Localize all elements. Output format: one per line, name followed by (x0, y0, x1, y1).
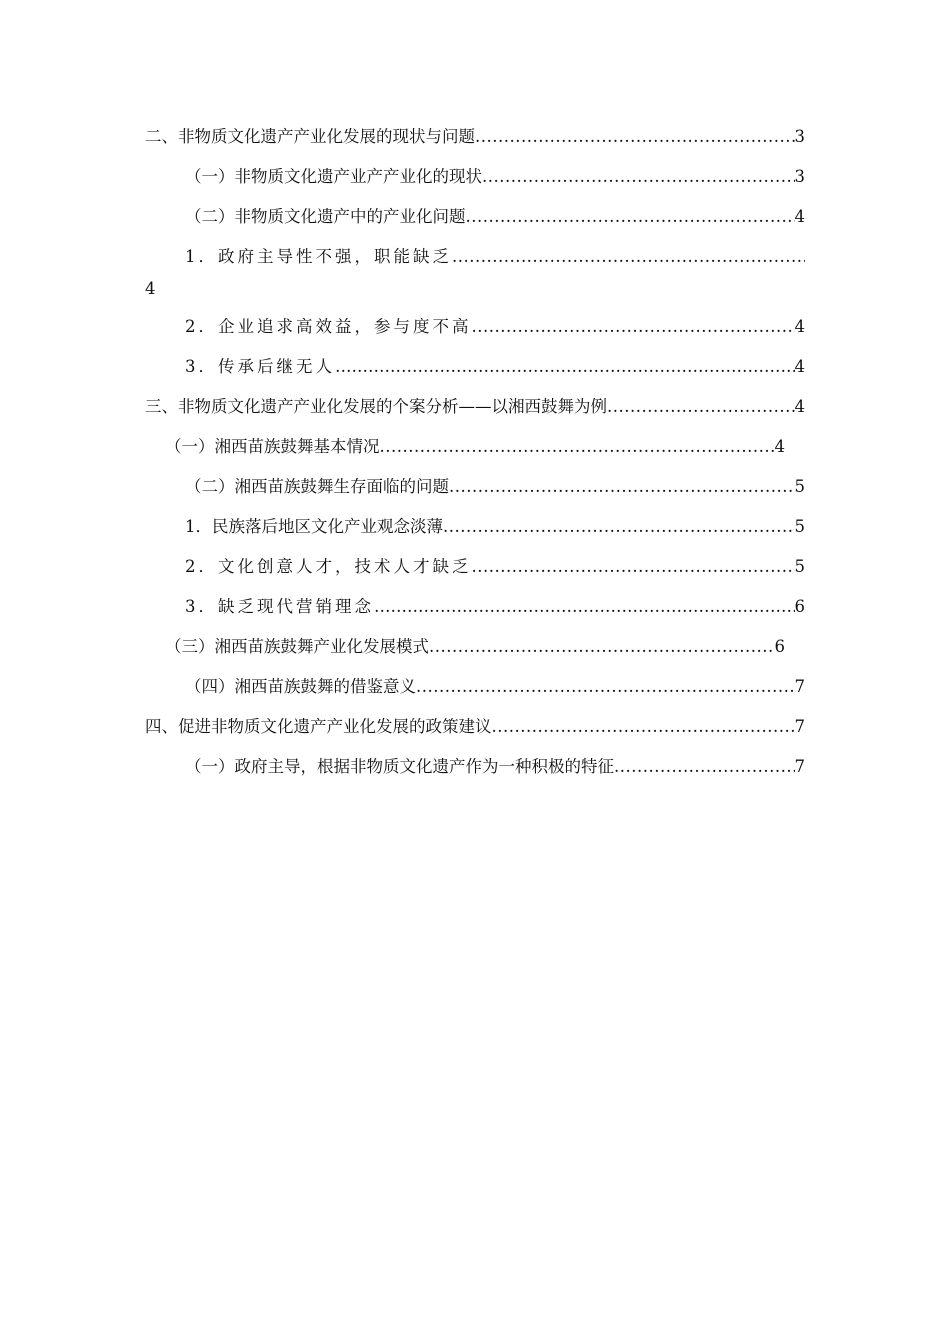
toc-leader-dots (449, 474, 795, 500)
toc-entry-page: 4 (774, 437, 785, 456)
toc-entry-title: （一）非物质文化遗产业产产业化的现状 (185, 167, 482, 186)
toc-leader-dots (472, 554, 795, 580)
toc-entry-title: （一）政府主导，根据非物质文化遗产作为一种积极的特征 (185, 757, 614, 776)
toc-entry-page: 6 (794, 597, 805, 616)
toc-entry-title: 2．企业追求高效益，参与度不高 (185, 317, 472, 336)
toc-leader-dots (380, 434, 775, 460)
toc-entry[interactable] (185, 314, 805, 340)
toc-leader-dots (335, 354, 795, 380)
toc-entry[interactable] (185, 244, 805, 270)
toc-entry-page: 3 (794, 167, 805, 186)
toc-entry-page: 5 (794, 517, 805, 536)
toc-leader-dots (374, 594, 795, 620)
toc-entry-title: 2．文化创意人才，技术人才缺乏 (185, 557, 472, 576)
toc-entry[interactable] (185, 554, 805, 580)
toc-entry-page: 5 (794, 477, 805, 496)
toc-entry-page: 7 (794, 677, 805, 696)
toc-leader-dots (492, 714, 795, 740)
toc-entry-page: 4 (794, 317, 805, 336)
toc-entry-page: 5 (794, 557, 805, 576)
toc-leader-dots (416, 674, 795, 700)
toc-entry[interactable] (185, 354, 805, 380)
toc-entry-title: （四）湘西苗族鼓舞的借鉴意义 (185, 677, 416, 696)
toc-entry-page: 4 (145, 279, 156, 298)
toc-leader-dots (466, 204, 795, 230)
toc-entry[interactable] (185, 594, 805, 620)
toc-entry[interactable] (185, 514, 805, 540)
toc-entry-page: 4 (794, 207, 805, 226)
toc-entry-title: 1．民族落后地区文化产业观念淡薄 (185, 517, 443, 536)
toc-entry-title: 三、非物质文化遗产产业化发展的个案分析——以湘西鼓舞为例 (145, 397, 607, 416)
toc-entry[interactable] (165, 434, 785, 460)
toc-entry-title: 3．缺乏现代营销理念 (185, 597, 374, 616)
toc-leader-dots (607, 394, 795, 420)
toc-entry-page: 7 (794, 717, 805, 736)
toc-entry[interactable] (185, 164, 805, 190)
toc-entry[interactable] (145, 124, 805, 150)
toc-entry-title: （三）湘西苗族鼓舞产业化发展模式 (165, 637, 429, 656)
toc-entry-title: 3．传承后继无人 (185, 357, 335, 376)
toc-entry[interactable] (185, 674, 805, 700)
toc-entry[interactable] (145, 394, 805, 420)
toc-leader-dots (482, 164, 795, 190)
toc-leader-dots (472, 314, 795, 340)
toc-leader-dots (452, 244, 805, 270)
toc-entry[interactable] (145, 714, 805, 740)
toc-entry-page: 7 (794, 757, 805, 776)
toc-entry-title: （二）湘西苗族鼓舞生存面临的问题 (185, 477, 449, 496)
toc-entry-title: （二）非物质文化遗产中的产业化问题 (185, 207, 466, 226)
toc-entry[interactable] (185, 754, 805, 780)
toc-entry[interactable] (185, 474, 805, 500)
toc-entry-title: 1．政府主导性不强，职能缺乏 (185, 247, 452, 266)
toc-entry-title: 四、促进非物质文化遗产产业化发展的政策建议 (145, 717, 492, 736)
toc-entry-page: 6 (774, 637, 785, 656)
toc-entry-title: 二、非物质文化遗产产业化发展的现状与问题 (145, 127, 475, 146)
toc-leader-dots (614, 754, 795, 780)
toc-entry-page: 3 (794, 127, 805, 146)
toc-leader-dots (475, 124, 795, 150)
toc-entry[interactable] (165, 634, 785, 660)
toc-entry-page: 4 (794, 397, 805, 416)
toc-leader-dots (443, 514, 795, 540)
toc-entry-title: （一）湘西苗族鼓舞基本情况 (165, 437, 380, 456)
toc-entry-page: 4 (794, 357, 805, 376)
toc-leader-dots (429, 634, 775, 660)
toc-entry[interactable] (185, 204, 805, 230)
